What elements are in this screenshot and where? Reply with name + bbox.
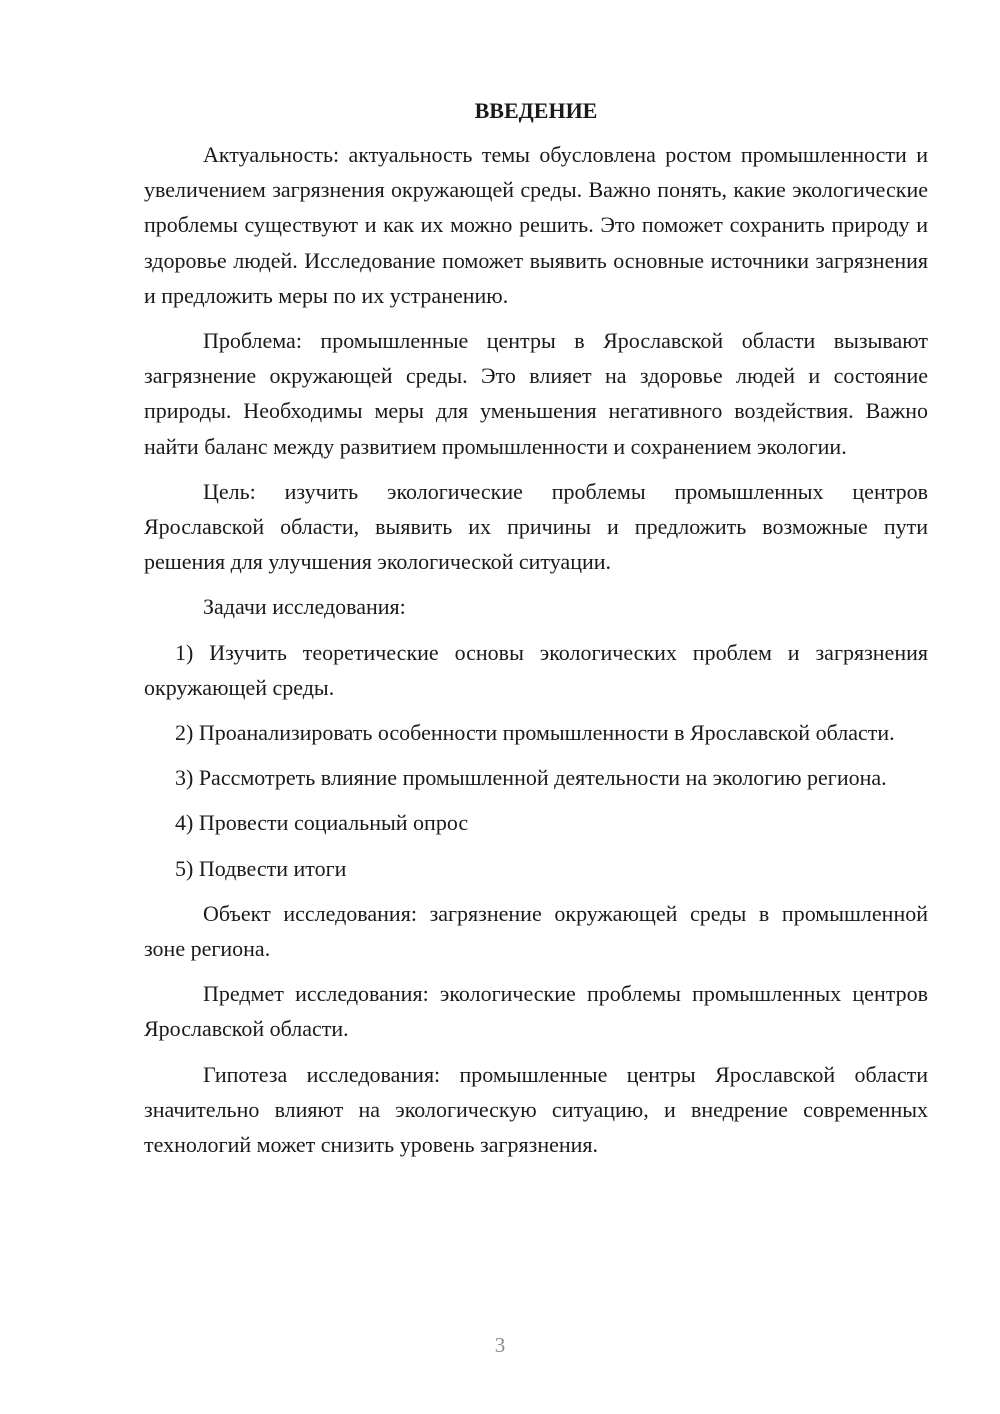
paragraph-problem: Проблема: промышленные центры в Ярославской области вызывают загрязнение окружающей среды. Это влияет на здоровье людей и состояние природы. Необходимы меры для уменьшения негативного воздействия. Важно найти баланс между развитием промышленности и сохранением экологии. — [144, 328, 928, 459]
paragraph-relevance: Актуальность: актуальность темы обусловлена ростом промышленности и увеличением загрязнения окружающей среды. Важно понять, какие экологические проблемы существуют и как их можно решить. Это поможет сохранить природу и здоровье людей. Исследование поможет выявить основные источники загрязнения и предложить меры по их устранению. — [144, 142, 928, 308]
task-item-4: 4) Провести социальный опрос — [175, 810, 469, 836]
paragraph-object: Объект исследования: загрязнение окружающей среды в промышленной зоне региона. — [144, 900, 928, 962]
page-title: ВВЕДЕНИЕ — [474, 98, 598, 123]
task-item-3: 3) Рассмотреть влияние промышленной деятельности на экологию региона. — [175, 765, 887, 791]
paragraph-goal: Цель: изучить экологические проблемы промышленных центров Ярославской области, выявить их причины и предложить возможные пути решения для улучшения экологической ситуации. — [144, 478, 928, 575]
paragraph-subject: Предмет исследования: экологические проблемы промышленных центров Ярославской области. — [144, 981, 928, 1042]
page-content — [144, 96, 928, 1172]
task-item-2: 2) Проанализировать особенности промышленности в Ярославской области. — [175, 720, 895, 746]
task-item-1: 1) Изучить теоретические основы экологических проблем и загрязнения окружающей среды. — [144, 639, 928, 700]
page-number: 3 — [494, 1333, 506, 1357]
paragraph-hypothesis: Гипотеза исследования: промышленные центры Ярославской области значительно влияют на экологическую ситуацию, и внедрение современных технологий может снизить уровень загрязнения. — [144, 1061, 928, 1158]
task-item-5: 5) Подвести итоги — [175, 855, 347, 881]
tasks-heading: Задачи исследования: — [203, 594, 406, 620]
